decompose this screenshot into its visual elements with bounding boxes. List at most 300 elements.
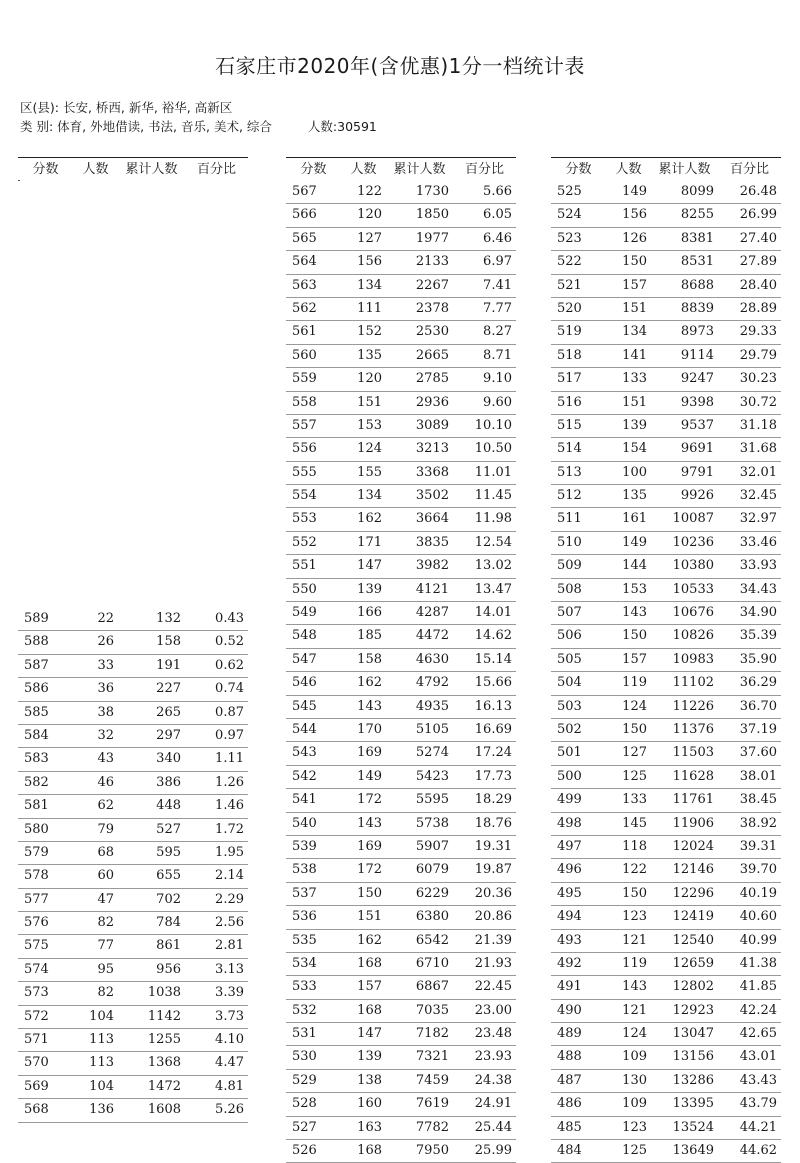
table-row [286, 228, 516, 251]
cell-score: 554 [292, 488, 317, 504]
cell-cumulative: 861 [156, 938, 181, 954]
cell-cumulative: 10087 [672, 511, 714, 527]
cell-count: 163 [357, 1119, 382, 1135]
cell-count: 111 [357, 300, 382, 316]
table-row [286, 813, 516, 836]
cell-percent: 37.60 [739, 745, 777, 761]
table-row [551, 976, 781, 999]
table-row [551, 275, 781, 298]
column-header [18, 159, 248, 181]
cell-cumulative: 12659 [672, 955, 714, 971]
cell-percent: 39.70 [739, 862, 777, 878]
cell-score: 539 [292, 838, 317, 854]
cell-cumulative: 3835 [415, 534, 449, 550]
cell-score: 555 [292, 464, 317, 480]
cell-count: 113 [89, 1032, 114, 1048]
table-row [18, 772, 248, 795]
cell-cumulative: 8688 [680, 277, 714, 293]
cell-cumulative: 10676 [672, 605, 714, 621]
cell-percent: 8.71 [483, 347, 512, 363]
cell-score: 491 [557, 979, 582, 995]
table-row [551, 251, 781, 274]
table-row [286, 602, 516, 625]
cell-percent: 32.45 [739, 488, 777, 504]
cell-percent: 1.46 [215, 798, 244, 814]
table-row [286, 415, 516, 438]
cell-percent: 18.76 [474, 815, 512, 831]
cell-count: 138 [357, 1072, 382, 1088]
cell-score: 565 [292, 230, 317, 246]
cell-percent: 42.24 [739, 1002, 777, 1018]
cell-score: 531 [292, 1026, 317, 1042]
table-row [551, 1140, 781, 1163]
column-header [551, 159, 781, 181]
cell-percent: 25.44 [474, 1119, 512, 1135]
cell-percent: 5.26 [215, 1102, 244, 1118]
cell-count: 143 [357, 815, 382, 831]
table-row [551, 906, 781, 929]
table-top-rule-2 [286, 157, 516, 158]
cell-cumulative: 4287 [415, 605, 449, 621]
cell-cumulative: 6710 [415, 955, 449, 971]
cell-percent: 15.66 [474, 675, 512, 691]
cell-count: 172 [357, 862, 382, 878]
cell-score: 547 [292, 651, 317, 667]
table-row [18, 678, 248, 701]
cell-count: 141 [622, 347, 647, 363]
cell-count: 155 [357, 464, 382, 480]
cell-percent: 13.47 [474, 581, 512, 597]
table-row [551, 1093, 781, 1116]
cell-cumulative: 1142 [147, 1008, 181, 1024]
cell-cumulative: 11102 [672, 675, 714, 691]
cell-percent: 38.92 [739, 815, 777, 831]
cell-count: 77 [97, 938, 114, 954]
cell-count: 109 [622, 1096, 647, 1112]
cell-score: 511 [557, 511, 582, 527]
cell-cumulative: 13156 [672, 1049, 714, 1065]
cell-score: 536 [292, 909, 317, 925]
cell-cumulative: 655 [156, 868, 181, 884]
cell-count: 169 [357, 745, 382, 761]
table-row [18, 795, 248, 818]
header-percent: 百分比 [464, 162, 504, 177]
cell-score: 537 [292, 885, 317, 901]
cell-count: 153 [622, 581, 647, 597]
cell-cumulative: 3213 [415, 441, 449, 457]
table-row [551, 298, 781, 321]
table-row [286, 1046, 516, 1069]
cell-count: 125 [622, 1143, 647, 1159]
table-row [551, 719, 781, 742]
cell-score: 518 [557, 347, 582, 363]
cell-cumulative: 2133 [415, 254, 449, 270]
cell-percent: 4.10 [215, 1032, 244, 1048]
cell-cumulative: 7950 [415, 1143, 449, 1159]
cell-percent: 11.01 [474, 464, 512, 480]
table-row [286, 930, 516, 953]
cell-score: 507 [557, 605, 582, 621]
cell-count: 126 [622, 230, 647, 246]
cell-cumulative: 340 [156, 751, 181, 767]
table-row [18, 819, 248, 842]
table-row [286, 508, 516, 531]
cell-cumulative: 12419 [672, 909, 714, 925]
cell-count: 79 [97, 821, 114, 837]
cell-count: 124 [357, 441, 382, 457]
cell-cumulative: 13047 [672, 1026, 714, 1042]
cell-count: 162 [357, 511, 382, 527]
cell-score: 570 [24, 1055, 49, 1071]
cell-percent: 22.45 [474, 979, 512, 995]
cell-count: 62 [97, 798, 114, 814]
table-row [551, 415, 781, 438]
cell-cumulative: 2936 [415, 394, 449, 410]
cell-percent: 42.65 [739, 1026, 777, 1042]
table-row [286, 321, 516, 344]
table-row [18, 725, 248, 748]
cell-count: 135 [622, 488, 647, 504]
cell-score: 586 [24, 681, 49, 697]
cell-percent: 29.79 [739, 347, 777, 363]
cell-percent: 1.72 [215, 821, 244, 837]
cell-count: 151 [357, 909, 382, 925]
table-row [551, 228, 781, 251]
cell-cumulative: 10236 [672, 534, 714, 550]
cell-cumulative: 10983 [672, 651, 714, 667]
cell-count: 123 [622, 909, 647, 925]
cell-percent: 35.90 [739, 651, 777, 667]
cell-percent: 32.01 [739, 464, 777, 480]
cell-score: 516 [557, 394, 582, 410]
header-score: 分数 [565, 162, 592, 177]
cell-count: 38 [97, 704, 114, 720]
cell-cumulative: 3664 [415, 511, 449, 527]
cell-score: 552 [292, 534, 317, 550]
cell-score: 576 [24, 915, 49, 931]
table-row [286, 859, 516, 882]
cell-percent: 33.46 [739, 534, 777, 550]
cell-score: 499 [557, 792, 582, 808]
cell-score: 584 [24, 727, 49, 743]
table-row [286, 1093, 516, 1116]
cell-percent: 0.43 [215, 611, 244, 626]
table-column-2 [286, 159, 516, 1163]
cell-cumulative: 8381 [680, 230, 714, 246]
cell-cumulative: 7619 [415, 1096, 449, 1112]
cell-score: 580 [24, 821, 49, 837]
table-row [286, 275, 516, 298]
cell-percent: 15.14 [474, 651, 512, 667]
cell-count: 157 [622, 277, 647, 293]
cell-count: 143 [622, 979, 647, 995]
table-row [551, 1000, 781, 1023]
table-row [286, 1140, 516, 1163]
cell-score: 485 [557, 1119, 582, 1135]
cell-percent: 38.01 [739, 768, 777, 784]
table-row [18, 1006, 248, 1029]
table-row [18, 631, 248, 654]
cell-percent: 35.39 [739, 628, 777, 644]
cell-score: 574 [24, 961, 49, 977]
cell-count: 125 [622, 768, 647, 784]
table-row [551, 930, 781, 953]
cell-score: 583 [24, 751, 49, 767]
table-row [551, 766, 781, 789]
cell-percent: 9.60 [483, 394, 512, 410]
cell-cumulative: 10380 [672, 558, 714, 574]
cell-percent: 3.73 [215, 1008, 244, 1024]
cell-score: 543 [292, 745, 317, 761]
cell-percent: 34.90 [739, 605, 777, 621]
cell-score: 542 [292, 768, 317, 784]
cell-score: 541 [292, 792, 317, 808]
cell-cumulative: 9537 [680, 417, 714, 433]
table-row [18, 959, 248, 982]
table-row [551, 392, 781, 415]
cell-cumulative: 11761 [672, 792, 714, 808]
cell-score: 521 [557, 277, 582, 293]
cell-score: 487 [557, 1072, 582, 1088]
cell-cumulative: 4935 [415, 698, 449, 714]
cell-cumulative: 227 [156, 681, 181, 697]
table-row [551, 1070, 781, 1093]
table-top-rule-3 [551, 157, 781, 158]
cell-cumulative: 1730 [415, 184, 449, 199]
cell-percent: 25.99 [474, 1143, 512, 1159]
cell-count: 122 [357, 184, 382, 199]
table-row [551, 579, 781, 602]
cell-cumulative: 9691 [680, 441, 714, 457]
cell-cumulative: 527 [156, 821, 181, 837]
table-row [18, 912, 248, 935]
cell-percent: 7.77 [483, 300, 512, 316]
table-row [18, 865, 248, 888]
cell-cumulative: 3502 [415, 488, 449, 504]
table-row [286, 251, 516, 274]
cell-count: 134 [622, 324, 647, 340]
cell-count: 130 [622, 1072, 647, 1088]
cell-score: 509 [557, 558, 582, 574]
cell-cumulative: 9247 [680, 371, 714, 387]
cell-count: 136 [89, 1102, 114, 1118]
table-row [286, 672, 516, 695]
table-row [18, 1052, 248, 1075]
cell-cumulative: 11376 [672, 721, 714, 737]
cell-count: 139 [357, 581, 382, 597]
cell-count: 139 [357, 1049, 382, 1065]
cell-cumulative: 3089 [415, 417, 449, 433]
cell-percent: 9.10 [483, 371, 512, 387]
cell-cumulative: 956 [156, 961, 181, 977]
cell-percent: 41.85 [739, 979, 777, 995]
cell-score: 500 [557, 768, 582, 784]
cell-cumulative: 8255 [680, 207, 714, 223]
cell-cumulative: 132 [156, 611, 181, 626]
cell-score: 533 [292, 979, 317, 995]
header-cumulative: 累计人数 [658, 162, 711, 177]
cell-score: 529 [292, 1072, 317, 1088]
cell-percent: 0.97 [215, 727, 244, 743]
cell-count: 150 [622, 628, 647, 644]
cell-count: 162 [357, 932, 382, 948]
cell-count: 168 [357, 955, 382, 971]
table-row [551, 696, 781, 719]
cell-percent: 23.00 [474, 1002, 512, 1018]
cell-score: 581 [24, 798, 49, 814]
cell-cumulative: 6542 [415, 932, 449, 948]
cell-score: 557 [292, 417, 317, 433]
cell-cumulative: 6229 [415, 885, 449, 901]
cell-percent: 39.31 [739, 838, 777, 854]
cell-percent: 28.89 [739, 300, 777, 316]
cell-count: 95 [97, 961, 114, 977]
cell-percent: 44.62 [739, 1143, 777, 1159]
table-row [286, 438, 516, 461]
cell-score: 582 [24, 774, 49, 790]
header-percent: 百分比 [196, 162, 236, 177]
cell-percent: 27.40 [739, 230, 777, 246]
cell-percent: 14.01 [474, 605, 512, 621]
cell-percent: 17.73 [474, 768, 512, 784]
table-row [286, 742, 516, 765]
cell-count: 124 [622, 1026, 647, 1042]
cell-score: 492 [557, 955, 582, 971]
cell-percent: 43.43 [739, 1072, 777, 1088]
cell-score: 559 [292, 371, 317, 387]
cell-count: 104 [89, 1078, 114, 1094]
cell-count: 162 [357, 675, 382, 691]
cell-percent: 0.62 [215, 657, 244, 673]
cell-count: 161 [622, 511, 647, 527]
cell-cumulative: 12923 [672, 1002, 714, 1018]
cell-score: 563 [292, 277, 317, 293]
cell-cumulative: 1472 [147, 1078, 181, 1094]
cell-cumulative: 1850 [415, 207, 449, 223]
cell-percent: 34.43 [739, 581, 777, 597]
cell-count: 47 [97, 891, 114, 907]
table-row [551, 181, 781, 204]
header-cumulative: 累计人数 [393, 162, 446, 177]
cell-count: 166 [357, 605, 382, 621]
table-row [18, 1099, 248, 1122]
total-count: 人数:30591 [307, 119, 377, 134]
cell-score: 573 [24, 985, 49, 1001]
cell-percent: 16.69 [474, 721, 512, 737]
cell-percent: 23.93 [474, 1049, 512, 1065]
cell-count: 150 [622, 721, 647, 737]
cell-cumulative: 10533 [672, 581, 714, 597]
cell-count: 150 [357, 885, 382, 901]
cell-count: 147 [357, 558, 382, 574]
cell-cumulative: 297 [156, 727, 181, 743]
table-row [18, 982, 248, 1005]
cell-cumulative: 4630 [415, 651, 449, 667]
cell-percent: 1.95 [215, 844, 244, 860]
cell-count: 26 [97, 634, 114, 650]
cell-cumulative: 2785 [415, 371, 449, 387]
cell-count: 170 [357, 721, 382, 737]
cell-cumulative: 8973 [680, 324, 714, 340]
cell-percent: 5.66 [483, 184, 512, 199]
cell-count: 36 [97, 681, 114, 697]
table-row [551, 368, 781, 391]
table-row [551, 859, 781, 882]
cell-score: 497 [557, 838, 582, 854]
cell-count: 185 [357, 628, 382, 644]
cell-count: 122 [622, 862, 647, 878]
cell-cumulative: 5907 [415, 838, 449, 854]
cell-percent: 2.14 [215, 868, 244, 884]
cell-percent: 43.79 [739, 1096, 777, 1112]
table-row [551, 485, 781, 508]
cell-count: 135 [357, 347, 382, 363]
cell-cumulative: 11503 [672, 745, 714, 761]
cell-count: 127 [622, 745, 647, 761]
table-row [286, 883, 516, 906]
cell-score: 503 [557, 698, 582, 714]
cell-percent: 1.26 [215, 774, 244, 790]
cell-score: 494 [557, 909, 582, 925]
cell-score: 558 [292, 394, 317, 410]
table-row [551, 462, 781, 485]
table-row [551, 836, 781, 859]
cell-percent: 2.29 [215, 891, 244, 907]
cell-cumulative: 784 [156, 915, 181, 931]
cell-cumulative: 13286 [672, 1072, 714, 1088]
cell-percent: 12.54 [474, 534, 512, 550]
table-row [551, 672, 781, 695]
cell-count: 109 [622, 1049, 647, 1065]
cell-cumulative: 5105 [415, 721, 449, 737]
cell-count: 154 [622, 441, 647, 457]
cell-score: 490 [557, 1002, 582, 1018]
cell-cumulative: 9114 [680, 347, 714, 363]
cell-score: 496 [557, 862, 582, 878]
table-row [286, 1117, 516, 1140]
table-top-rule-1 [18, 157, 248, 158]
cell-score: 505 [557, 651, 582, 667]
cell-cumulative: 6380 [415, 909, 449, 925]
cell-cumulative: 2267 [415, 277, 449, 293]
cell-score: 532 [292, 1002, 317, 1018]
table-row [286, 555, 516, 578]
cell-count: 32 [97, 727, 114, 743]
cell-count: 120 [357, 371, 382, 387]
cell-count: 169 [357, 838, 382, 854]
cell-percent: 36.29 [739, 675, 777, 691]
cell-cumulative: 3982 [415, 558, 449, 574]
cell-count: 82 [97, 985, 114, 1001]
category-text: 类 别: 体育, 外地借读, 书法, 音乐, 美术, 综合 [20, 119, 272, 134]
cell-score: 510 [557, 534, 582, 550]
cell-cumulative: 12802 [672, 979, 714, 995]
cell-percent: 30.23 [739, 371, 777, 387]
cell-count: 134 [357, 277, 382, 293]
cell-percent: 16.13 [474, 698, 512, 714]
cell-score: 564 [292, 254, 317, 270]
table-row [286, 181, 516, 204]
cell-count: 150 [622, 885, 647, 901]
cell-score: 501 [557, 745, 582, 761]
table-row [551, 1046, 781, 1069]
cell-count: 144 [622, 558, 647, 574]
cell-score: 549 [292, 605, 317, 621]
cell-score: 517 [557, 371, 582, 387]
cell-percent: 0.52 [215, 634, 244, 650]
cell-count: 43 [97, 751, 114, 767]
cell-count: 157 [622, 651, 647, 667]
